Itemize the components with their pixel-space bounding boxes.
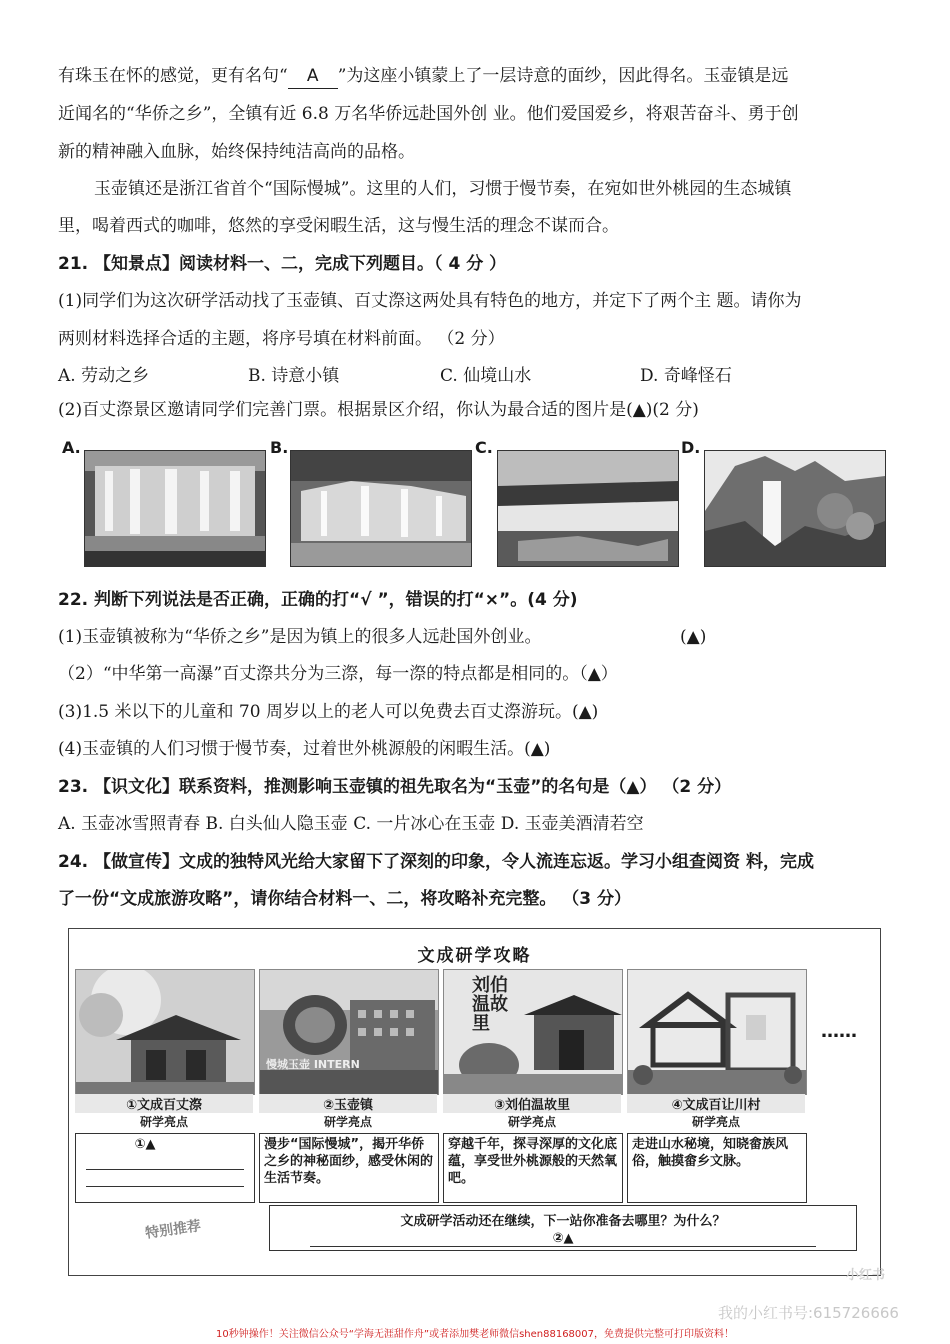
guide-stop-4-sub: 研学亮点: [691, 1115, 740, 1129]
pic-label-c: C.: [475, 438, 493, 457]
guide-stop-2-name: ②玉壶镇: [259, 1094, 437, 1113]
next-stop-question[interactable]: [269, 1205, 857, 1251]
q23-title: 23. 【识文化】联系资料，推测影响玉壶镇的祖先取名为“玉壶”的名句是（▲） （2 分）: [58, 777, 732, 797]
photo-caption-liu: 刘伯温故里: [472, 975, 508, 1034]
guide-photo-yuhu: [259, 969, 439, 1095]
guide-stop-3-sub: 研学亮点: [507, 1115, 556, 1129]
passage-line-5: 里，喝着西式的咖啡，悠然的享受闲暇生活，这与慢生活的理念不谋而合。: [58, 216, 619, 236]
guide-photo-baizhangji: [75, 969, 255, 1095]
q21-p1-line1: (1)同学们为这次研学活动找了玉壶镇、百丈漈这两处具有特色的地方，并定下了两个主 题。请你为: [58, 291, 802, 311]
waterfall-photo-a[interactable]: [84, 450, 266, 567]
q24-line-2: 了一份“文成旅游攻略”，请你结合材料一、二，将攻略补充完整。 （3 分）: [58, 889, 632, 909]
pic-label-d: D.: [681, 438, 701, 457]
watermark: 我的小红书号:615726666: [718, 1304, 899, 1322]
write-line: [86, 1155, 244, 1170]
blank-a: A: [288, 64, 338, 89]
waterfall-photo-b[interactable]: [290, 450, 472, 567]
q21-option-d: D. 奇峰怪石: [640, 366, 732, 386]
waterfall-photo-c[interactable]: [497, 450, 679, 567]
write-line: [86, 1172, 244, 1187]
passage-line-1: [58, 64, 788, 89]
q21-title: 21. 【知景点】阅读材料一、二，完成下列题目。（ 4 分 ）: [58, 254, 507, 274]
guide-stop-2-sub: 研学亮点: [323, 1115, 372, 1129]
photo-caption-intern: 慢城玉壶 INTERN: [266, 1058, 360, 1071]
q21-p1-line2: 两则材料选择合适的主题，将序号填在材料前面。 （2 分）: [58, 329, 505, 349]
pic-label-a: A.: [62, 438, 81, 457]
guide-stop-3-text: 穿越千年，探寻深厚的文化底蕴，享受世外桃源般的天然氧吧。: [443, 1133, 623, 1203]
guide-stop-4-text: 走进山水秘境，知晓畲族风俗，触摸畲乡文脉。: [627, 1133, 807, 1203]
q23-options: A. 玉壶冰雪照青春 B. 白头仙人隐玉壶 C. 一片冰心在玉壶 D. 玉壶美酒清若空: [58, 814, 644, 834]
passage-text: 有珠玉在怀的感觉，更有名句“: [58, 66, 288, 86]
passage-line-4: 玉壶镇还是浙江省首个“国际慢城”。这里的人们，习惯于慢节奏，在宛如世外桃园的生态城镇: [94, 179, 792, 199]
guide-stop-2-text: 漫步“国际慢城”，揭开华侨之乡的神秘面纱，感受休闲的生活节奏。: [259, 1133, 439, 1203]
guide-stop-1-answer[interactable]: [75, 1133, 255, 1203]
q22-item-1: (1)玉壶镇被称为“华侨之乡”是因为镇上的很多人远赴国外创业。: [58, 627, 542, 647]
guide-photo-liubowen: [443, 969, 623, 1095]
guide-photo-bairangchuan: [627, 969, 807, 1095]
special-badge: 特别推荐: [144, 1218, 202, 1242]
travel-guide: [68, 928, 881, 1276]
q21-option-b: B. 诗意小镇: [248, 366, 340, 386]
guide-more: ……: [821, 1021, 857, 1042]
guide-stop-3-name: ③刘伯温故里: [443, 1094, 621, 1113]
footer-notice: 10秒钟操作！关注微信公众号“学海无涯甜作舟”或者添加樊老师微信shen88168007，免费提供完整可打印版资料！: [215, 1329, 735, 1340]
passage-line-2: 近闻名的“华侨之乡”，全镇有近 6.8 万名华侨远赴国外创 业。他们爱国爱乡，将艰苦奋斗、勇于创: [58, 104, 799, 124]
q22-item-3: (3)1.5 米以下的儿童和 70 周岁以上的老人可以免费去百丈漈游玩。(▲): [58, 702, 599, 722]
q22-title: 22. 判断下列说法是否正确，正确的打“√ ”，错误的打“×”。(4 分): [58, 590, 578, 610]
q21-p2: (2)百丈漈景区邀请同学们完善门票。根据景区介绍，你认为最合适的图片是(▲)(2 分): [58, 400, 699, 420]
passage-line-3: 新的精神融入血脉，始终保持纯洁高尚的品格。: [58, 142, 415, 162]
logo-watermark: 小红书: [846, 1268, 886, 1283]
next-stop-mark: ②▲: [310, 1231, 816, 1247]
answer-mark-1: ①▲: [134, 1137, 156, 1152]
guide-stop-1-name: ①文成百丈漈: [75, 1094, 253, 1113]
q22-item-1-mark: (▲): [680, 627, 707, 647]
next-stop-text: 文成研学活动还在继续，下一站你准备去哪里？为什么？: [400, 1214, 726, 1229]
guide-stop-4-name: ④文成百让川村: [627, 1094, 805, 1113]
q24-line-1: 24. 【做宣传】文成的独特风光给大家留下了深刻的印象，令人流连忘返。学习小组查阅资 料，完成: [58, 852, 814, 872]
q21-option-a: A. 劳动之乡: [58, 366, 150, 386]
waterfall-photo-d[interactable]: [704, 450, 886, 567]
pic-label-b: B.: [270, 438, 289, 457]
guide-stop-1-sub: 研学亮点: [139, 1115, 188, 1129]
q22-item-2: （2）“中华第一高瀑”百丈漈共分为三漈，每一漈的特点都是相同的。（▲）: [58, 664, 618, 684]
q21-option-c: C. 仙境山水: [440, 366, 532, 386]
guide-title: 文成研学攻略: [417, 946, 532, 966]
q22-item-4: (4)玉壶镇的人们习惯于慢节奏，过着世外桃源般的闲暇生活。(▲): [58, 739, 551, 759]
passage-text: ”为这座小镇蒙上了一层诗意的面纱，因此得名。玉壶镇是远: [337, 66, 789, 86]
